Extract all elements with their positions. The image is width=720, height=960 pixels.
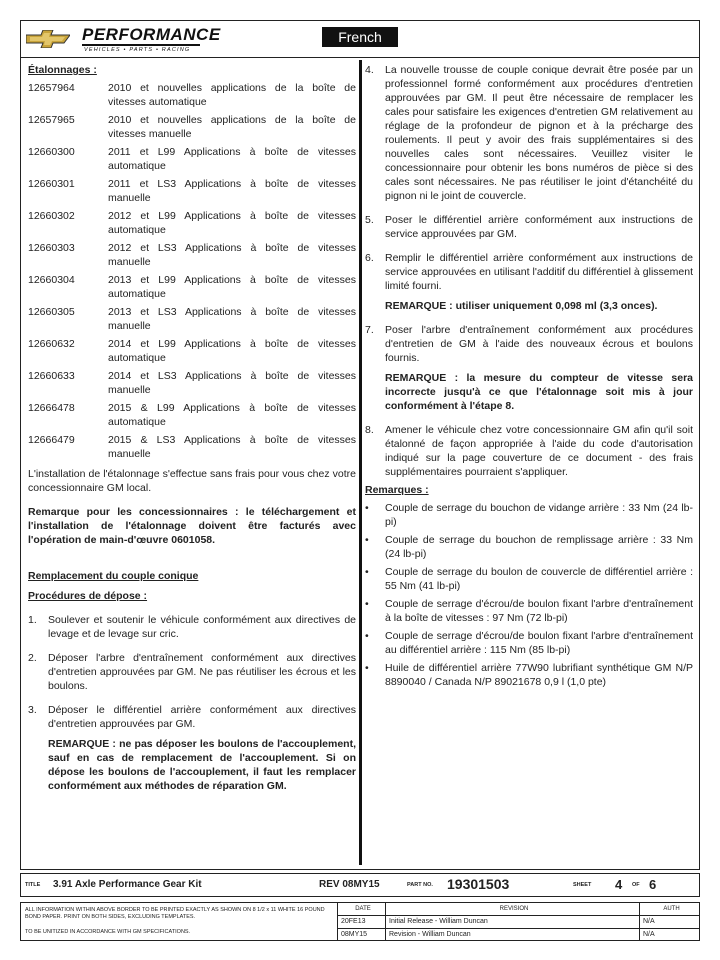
total-sheets: 6 [649, 877, 657, 892]
remark-text: Couple de serrage du bouchon de vidange arrière : 33 Nm (24 lb-pi) [385, 502, 693, 528]
calibration-number: 12657964 [28, 82, 75, 94]
step-text: Amener le véhicule chez votre concessionnaire GM afin qu'il soit étalonné de façon appropriée à l'aide du code d'autorisation indiqué sur la page couverture de ce document - des frais supplémentaires pourraient s'appliquer. [385, 424, 693, 478]
calibration-number: 12660302 [28, 210, 75, 222]
remark-item [365, 629, 693, 657]
step-7 [365, 323, 693, 365]
remark-text: Couple de serrage du bouchon de remplissage arrière : 33 Nm (24 lb-pi) [385, 534, 693, 560]
step-text: La nouvelle trousse de couple conique devrait être posée par un professionnel formé conformément aux procédures d'entretien approuvées par GM. Il peut être nécessaire de remplacer les cales pour satisfaire les exigences d'entretien GM relativement au réglage de la profondeur de pignon et à la précharge des roulements. Il peut y avoir des frais supplémentaires si des nouvelles cales sont nécessaires. Veuillez visiter le concessionnaire pour obtenir les bons numéros de pièce si des cales sont nécessaires. Ne pas réutiliser le joint d'étanchéité du pignon ni le joint de couvercle. [385, 64, 693, 202]
bullet-icon: • [365, 662, 369, 674]
calibration-description: 2015 & L99 Applications à boîte de vitesses automatique [108, 402, 356, 428]
install-step [365, 213, 693, 241]
part-no-label: PART NO. [407, 882, 433, 888]
calibration-row [28, 273, 356, 301]
calibration-description: 2014 et L99 Applications à boîte de vitesses automatique [108, 338, 356, 364]
revision-table [337, 903, 700, 941]
calibration-description: 2013 et L99 Applications à boîte de vitesses automatique [108, 274, 356, 300]
column-divider [359, 60, 362, 865]
calibration-number: 12666478 [28, 402, 75, 414]
remark-text: Couple de serrage d'écrou/de boulon fixant l'arbre d'entraînement au différentiel arrière : 115 Nm (85 lb-pi) [385, 630, 693, 656]
removal-steps [28, 613, 356, 731]
step-8 [365, 423, 693, 479]
calibration-number: 12660303 [28, 242, 75, 254]
step-number: 7. [365, 324, 374, 336]
removal-step [28, 651, 356, 693]
brand-underline [82, 44, 200, 46]
bullet-icon: • [365, 534, 369, 546]
step-text: Déposer l'arbre d'entraînement conformément aux directives d'entretien approuvées par GM. Ne pas réutiliser les écrous et les boulons. [48, 652, 356, 692]
remark-item [365, 597, 693, 625]
calibration-number: 12666479 [28, 434, 75, 446]
bullet-icon: • [365, 598, 369, 610]
removal-step [28, 703, 356, 731]
part-number: 19301503 [447, 876, 510, 892]
step-text: Soulever et soutenir le véhicule conformément aux directives de levage et de levage sur cric. [48, 614, 356, 640]
revision-date: 20FE13 [337, 916, 385, 928]
chevrolet-bowtie-logo [26, 30, 70, 48]
calibration-number: 12660304 [28, 274, 75, 286]
calibration-description: 2012 et LS3 Applications à boîte de vitesses manuelle [108, 242, 356, 268]
calibration-description: 2011 et LS3 Applications à boîte de vitesses manuelle [108, 178, 356, 204]
remark-item [365, 565, 693, 593]
language-badge: French [322, 27, 398, 47]
remark-item [365, 661, 693, 689]
title-label: TITLE [25, 882, 41, 888]
bullet-icon: • [365, 566, 369, 578]
revision-auth: N/A [639, 929, 700, 941]
print-instructions: ALL INFORMATION WITHIN ABOVE BORDER TO BE PRINTED EXACTLY AS SHOWN ON 8 1/2 x 11 WHITE 16 POUND BOND PAPER. PRINT ON BOTH SIDES, EXCLUDING TEMPLATES. [25, 907, 325, 920]
remarks-heading: Remarques : [365, 484, 429, 496]
calibration-description: 2015 & LS3 Applications à boîte de vitesses manuelle [108, 434, 356, 460]
calibration-number: 12660305 [28, 306, 75, 318]
calibration-row [28, 337, 356, 365]
remarks-list [365, 501, 693, 689]
install-steps [365, 63, 693, 293]
step-number: 5. [365, 214, 374, 226]
calibration-description: 2010 et nouvelles applications de la boîte de vitesses manuelle [108, 114, 356, 140]
calibration-description: 2014 et LS3 Applications à boîte de vitesses manuelle [108, 370, 356, 396]
calibration-row [28, 305, 356, 333]
calibration-row [28, 145, 356, 173]
section-title: Remplacement du couple conique [28, 570, 199, 582]
step6-note: REMARQUE : utiliser uniquement 0,098 ml (3,3 onces). [385, 300, 658, 312]
bullet-icon: • [365, 502, 369, 514]
revision-header: REVISION [385, 903, 639, 915]
calibration-number: 12657965 [28, 114, 75, 126]
step-number: 8. [365, 424, 374, 436]
calibrations-heading: Étalonnages : [28, 64, 97, 76]
brand-tagline: VEHICLES • PARTS • RACING [84, 47, 191, 53]
calibration-row [28, 81, 356, 109]
revision-block [20, 902, 700, 941]
calibration-row [28, 433, 356, 461]
left-column [28, 63, 356, 793]
calibration-row [28, 401, 356, 429]
calibration-row [28, 241, 356, 269]
step-number: 6. [365, 252, 374, 264]
step-number: 2. [28, 652, 37, 664]
sheet-label: SHEET [573, 882, 592, 888]
dealer-note: Remarque pour les concessionnaires : le téléchargement et l'installation de l'étalonnage doivent être facturés avec l'opération de main-d'œuvre 0601058. [28, 506, 356, 546]
of-label: OF [632, 882, 640, 888]
install-step [365, 63, 693, 203]
step3-note: REMARQUE : ne pas déposer les boulons de l'accouplement, sauf en cas de remplacement de l'accouplement. Si on dépose les boulons de l'accouplement, il faut les remplacer conformément aux méthodes de réparation GM. [48, 738, 356, 792]
revision-description: Revision - William Duncan [385, 929, 639, 941]
step-text: Remplir le différentiel arrière conformément aux instructions de service approuvées en utilisant l'additif du différentiel à glissement limité fourni. [385, 252, 693, 292]
step-number: 1. [28, 614, 37, 626]
sheet-number: 4 [615, 877, 623, 892]
date-header: DATE [337, 903, 385, 915]
title-block [20, 873, 700, 897]
calibration-description: 2011 et L99 Applications à boîte de vitesses automatique [108, 146, 356, 172]
calibration-number: 12660301 [28, 178, 75, 190]
unitize-instructions: TO BE UNITIZED IN ACCORDANCE WITH GM SPECIFICATIONS. [25, 929, 191, 935]
calibrations-list [28, 81, 356, 461]
install-note: L'installation de l'étalonnage s'effectue sans frais pour vous chez votre concessionnaire GM local. [28, 468, 356, 494]
remark-text: Couple de serrage d'écrou/de boulon fixant l'arbre d'entraînement à la boîte de vitesses : 97 Nm (72 lb-pi) [385, 598, 693, 624]
right-column [365, 63, 693, 689]
calibration-row [28, 209, 356, 237]
step-text: Poser l'arbre d'entraînement conformément aux procédures d'entretien de GM à l'aide des nouveaux écrous et boulons fournis. [385, 324, 693, 364]
calibration-number: 12660633 [28, 370, 75, 382]
calibration-description: 2012 et L99 Applications à boîte de vitesses automatique [108, 210, 356, 236]
remark-text: Couple de serrage du boulon de couvercle de différentiel arrière : 55 Nm (41 lb-pi) [385, 566, 693, 592]
calibration-description: 2010 et nouvelles applications de la boîte de vitesses automatique [108, 82, 356, 108]
bullet-icon: • [365, 630, 369, 642]
calibration-number: 12660632 [28, 338, 75, 350]
step7-note: REMARQUE : la mesure du compteur de vitesse sera incorrecte jusqu'à ce que l'étalonnage soit mis à jour conformément à l'étape 8. [385, 372, 693, 412]
brand-name: PERFORMANCE [82, 25, 221, 44]
install-step [365, 251, 693, 293]
calibration-row [28, 113, 356, 141]
step-text: Déposer le différentiel arrière conformément aux directives d'entretien approuvées par GM. [48, 704, 356, 730]
revision-code: REV 08MY15 [319, 879, 380, 890]
removal-heading: Procédures de dépose : [28, 590, 148, 602]
step-number: 4. [365, 64, 374, 76]
step-number: 3. [28, 704, 37, 716]
remark-item [365, 501, 693, 529]
auth-header: AUTH [639, 903, 700, 915]
remark-item [365, 533, 693, 561]
removal-step [28, 613, 356, 641]
calibration-description: 2013 et LS3 Applications à boîte de vitesses manuelle [108, 306, 356, 332]
page-header [20, 20, 700, 58]
remark-text: Huile de différentiel arrière 77W90 lubrifiant synthétique GM N/P 8890040 / Canada N/P 89021678 0,9 l (1,0 pte) [385, 662, 693, 688]
revision-description: Initial Release - William Duncan [385, 916, 639, 928]
calibration-row [28, 177, 356, 205]
document-title: 3.91 Axle Performance Gear Kit [53, 879, 202, 890]
revision-date: 08MY15 [337, 929, 385, 941]
revision-auth: N/A [639, 916, 700, 928]
calibration-row [28, 369, 356, 397]
calibration-number: 12660300 [28, 146, 75, 158]
step-text: Poser le différentiel arrière conformément aux instructions de service approuvées par GM. [385, 214, 693, 240]
